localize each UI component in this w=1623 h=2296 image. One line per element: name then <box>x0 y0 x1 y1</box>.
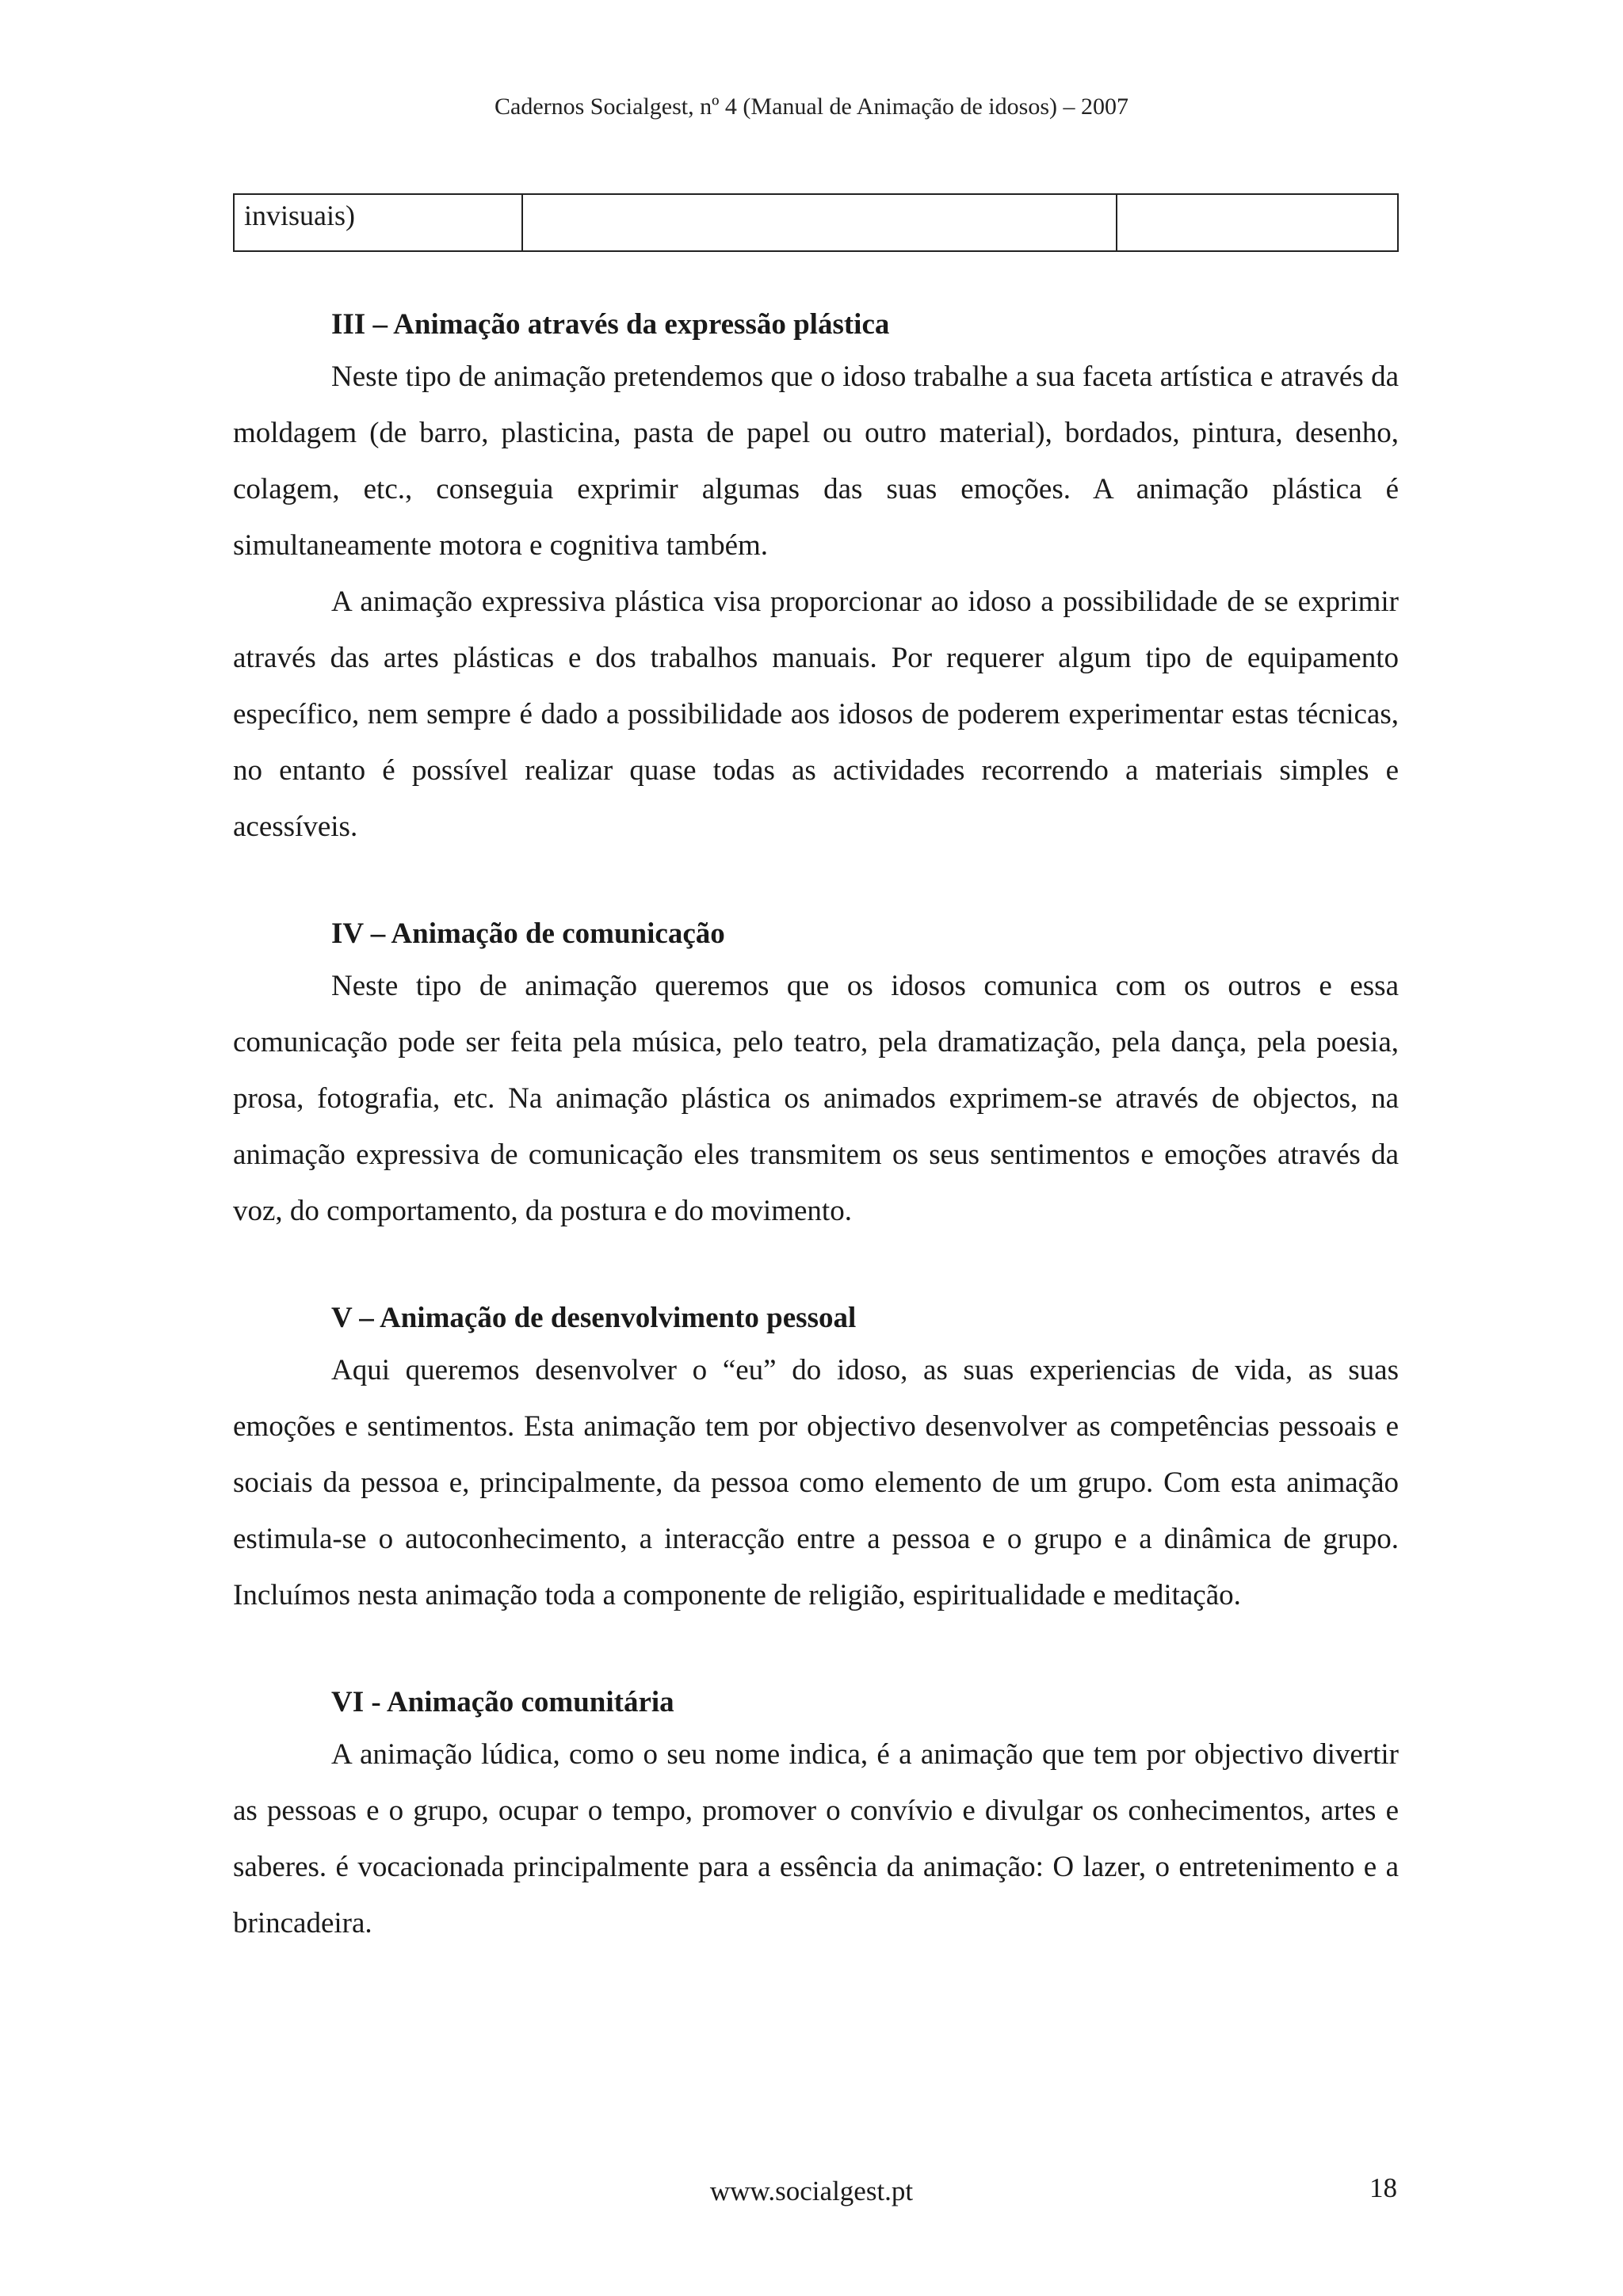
paragraph: A animação expressiva plástica visa proporcionar ao idoso a possibilidade de se exprimir através das artes plásticas e dos trabalhos manuais. Por requerer algum tipo de equipamento específico, nem sempre é dado a possibilidade aos idosos de poderem experimentar estas técnicas, no entanto é possível realizar quase todas as actividades recorrendo a materiais simples e acessíveis. <box>233 585 1399 843</box>
paragraph: A animação lúdica, como o seu nome indica, é a animação que tem por objectivo divertir as pessoas e o grupo, ocupar o tempo, promover o convívio e divulgar os conhecimentos, artes e saberes. é vocacionada principalmente para a essência da animação: O lazer, o entretenimento e a brincadeira. <box>233 1738 1399 1939</box>
paragraph: Aqui queremos desenvolver o “eu” do idoso, as suas experiencias de vida, as suas emoções e sentimentos. Esta animação tem por objectivo desenvolver as competências pessoais e sociais da pessoa e, principalmente, da pessoa como elemento de um grupo. Com esta animação estimula-se o autoconhecimento, a interacção entre a pessoa e o grupo e a dinâmica de grupo. Incluímos nesta animação toda a componente de religião, espiritualidade e meditação. <box>233 1354 1399 1611</box>
page-number: 18 <box>1369 2172 1397 2203</box>
section-heading: III – Animação através da expressão plástica <box>331 308 890 341</box>
table-cell: invisuais) <box>234 194 522 251</box>
running-header: Cadernos Socialgest, nº 4 (Manual de Animação de idosos) – 2007 <box>495 93 1128 120</box>
paragraph: Neste tipo de animação queremos que os idosos comunica com os outros e essa comunicação pode ser feita pela música, pelo teatro, pela dramatização, pela dança, pela poesia, prosa, fotografia, etc. Na animação plástica os animados exprimem-se através de objectos, na animação expressiva de comunicação eles transmitem os seus sentimentos e emoções através da voz, do comportamento, da postura e do movimento. <box>233 970 1399 1227</box>
table-fragment <box>233 193 1399 252</box>
section-heading: VI - Animação comunitária <box>331 1686 674 1718</box>
footer-url: www.socialgest.pt <box>709 2176 914 2206</box>
section-iv <box>233 910 1399 1239</box>
table-row <box>234 194 1398 251</box>
section-vi <box>233 1679 1399 1951</box>
section-iii <box>233 301 1399 855</box>
paragraph: Neste tipo de animação pretendemos que o idoso trabalhe a sua faceta artística e através da moldagem (de barro, plasticina, pasta de papel ou outro material), bordados, pintura, desenho, colagem, etc., conseguia exprimir algumas das suas emoções. A animação plástica é simultaneamente motora e cognitiva também. <box>233 360 1399 562</box>
section-heading: IV – Animação de comunicação <box>331 917 725 950</box>
section-heading: V – Animação de desenvolvimento pessoal <box>331 1302 857 1334</box>
body-text <box>233 301 1399 1951</box>
section-v <box>233 1295 1399 1623</box>
table-cell <box>522 194 1117 251</box>
table-cell <box>1117 194 1398 251</box>
